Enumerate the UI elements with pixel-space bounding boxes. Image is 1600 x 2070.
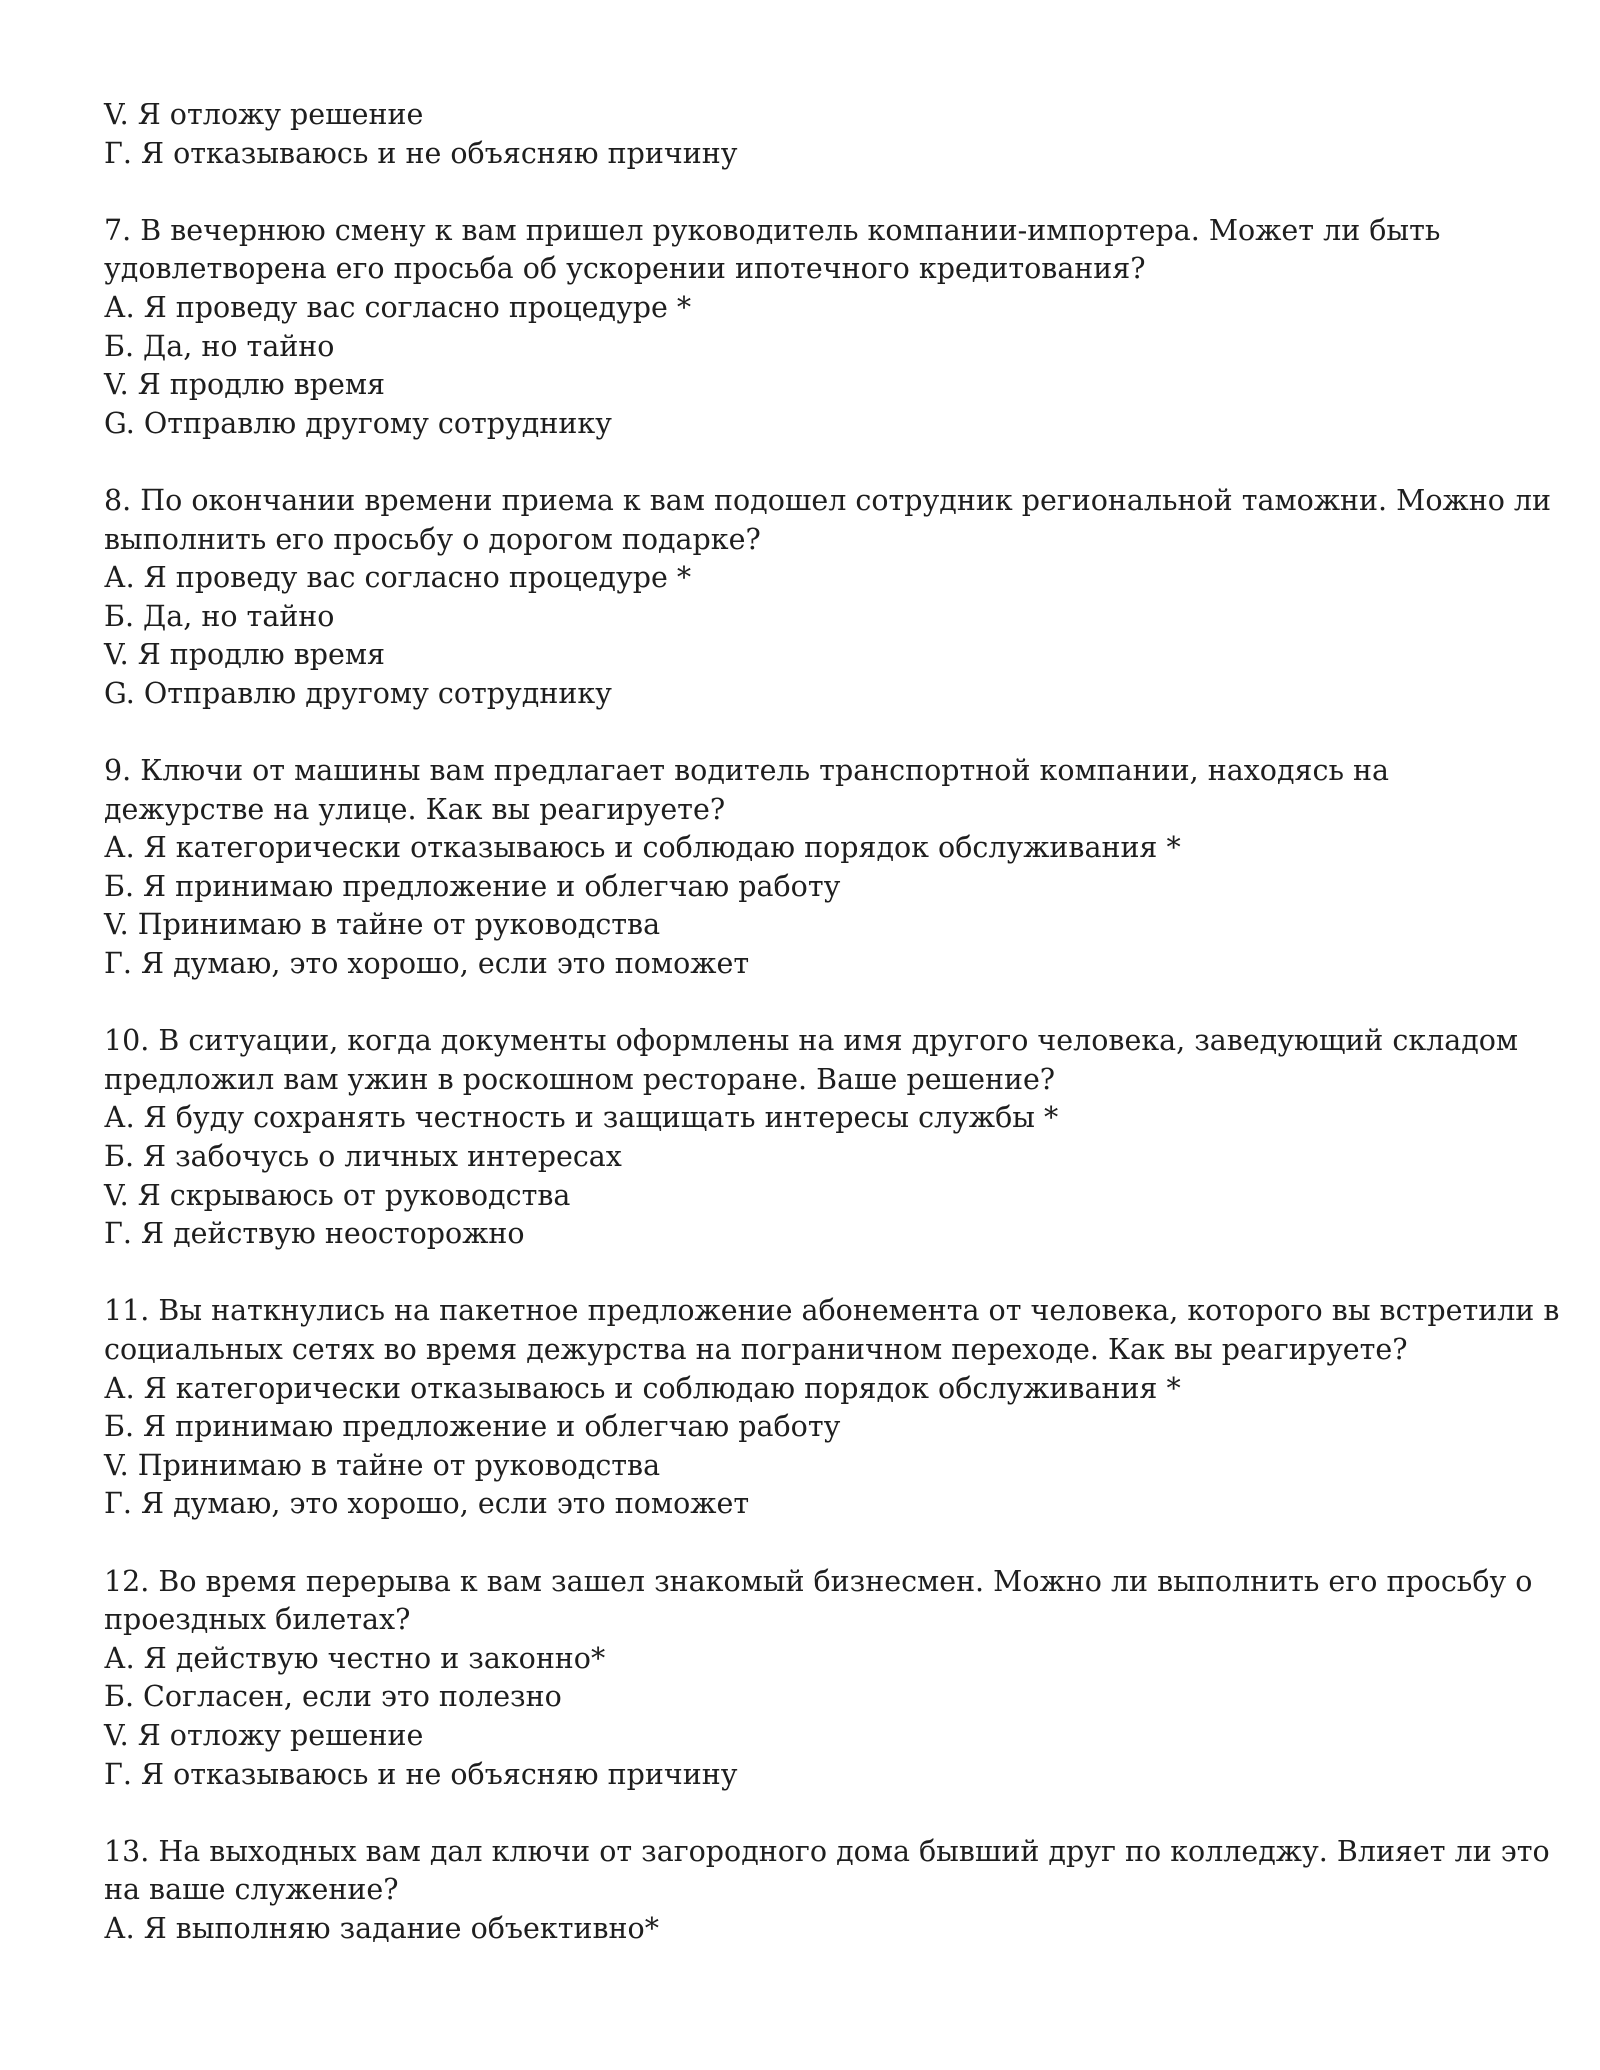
question-10 <box>104 1022 1524 1254</box>
question-text: предложил вам ужин в роскошном ресторане. Ваше решение? <box>104 1062 1056 1096</box>
option-line: А. Я категорически отказываюсь и соблюдаю порядок обслуживания * <box>104 1371 1181 1405</box>
question-9 <box>104 752 1524 984</box>
option-line: V. Я продлю время <box>104 368 386 402</box>
option-line: А. Я проведу вас согласно процедуре * <box>104 561 692 595</box>
option-line: Г. Я отказываюсь и не объясняю причину <box>104 136 738 170</box>
option-line: Б. Я принимаю предложение и облегчаю работу <box>104 869 841 903</box>
option-line: Б. Да, но тайно <box>104 599 335 633</box>
question-11 <box>104 1292 1560 1524</box>
question-7 <box>104 212 1524 444</box>
option-line: V. Я продлю время <box>104 638 386 672</box>
option-line: V. Принимаю в тайне от руководства <box>104 1448 661 1482</box>
question-text: 9. Ключи от машины вам предлагает водитель транспортной компании, находясь на <box>104 754 1390 788</box>
question-text: 7. В вечернюю смену к вам пришел руководитель компании-импортера. Может ли быть <box>104 213 1441 247</box>
question-text: социальных сетях во время дежурства на пограничном переходе. Как вы реагируете? <box>104 1333 1408 1366</box>
question-12 <box>104 1563 1533 1795</box>
option-line: А. Я категорически отказываюсь и соблюдаю порядок обслуживания * <box>104 831 1181 865</box>
option-line: А. Я буду сохранять честность и защищать интересы службы * <box>104 1101 1059 1135</box>
option-line: Г. Я думаю, это хорошо, если это поможет <box>104 947 750 981</box>
option-line: V. Я отложу решение <box>104 98 424 131</box>
question-text: проездных билетах? <box>104 1603 411 1637</box>
option-line: А. Я выполняю задание объективно* <box>104 1911 659 1945</box>
option-line: G. Отправлю другому сотруднику <box>104 406 612 440</box>
intro-options <box>104 96 1524 173</box>
question-text: на ваше служение? <box>104 1873 399 1907</box>
option-line: А. Я проведу вас согласно процедуре * <box>104 290 692 324</box>
option-line: Г. Я думаю, это хорошо, если это поможет <box>104 1487 750 1521</box>
document-page <box>104 96 1560 1987</box>
option-line: V. Я отложу решение <box>104 1718 424 1752</box>
question-text: 13. На выходных вам дал ключи от загородного дома бывший друг по колледжу. Влияет ли это <box>104 1834 1550 1868</box>
question-text: удовлетворена его просьба об ускорении ипотечного кредитования? <box>104 252 1146 286</box>
question-text: выполнить его просьбу о дорогом подарке? <box>104 522 761 556</box>
option-line: G. Отправлю другому сотруднику <box>104 676 612 710</box>
option-line: Б. Я забочусь о личных интересах <box>104 1140 622 1174</box>
option-line: V. Я скрываюсь от руководства <box>104 1178 571 1212</box>
option-line: Г. Я отказываюсь и не объясняю причину <box>104 1757 738 1791</box>
option-line: Б. Согласен, если это полезно <box>104 1680 562 1714</box>
option-line: А. Я действую честно и законно* <box>104 1641 606 1675</box>
question-text: дежурстве на улице. Как вы реагируете? <box>104 792 726 826</box>
option-line: Б. Да, но тайно <box>104 329 335 363</box>
question-text: 11. Вы наткнулись на пакетное предложение абонемента от человека, которого вы встретили в <box>104 1294 1560 1328</box>
option-line: V. Принимаю в тайне от руководства <box>104 908 661 942</box>
question-text: 8. По окончании времени приема к вам подошел сотрудник региональной таможни. Можно ли <box>104 483 1552 517</box>
option-line: Б. Я принимаю предложение и облегчаю работу <box>104 1410 841 1444</box>
question-text: 10. В ситуации, когда документы оформлены на имя другого человека, заведующий складом <box>104 1024 1519 1058</box>
question-text: 12. Во время перерыва к вам зашел знакомый бизнесмен. Можно ли выполнить его просьбу о <box>104 1564 1533 1598</box>
question-8 <box>104 482 1552 714</box>
question-13 <box>104 1833 1550 1949</box>
option-line: Г. Я действую неосторожно <box>104 1217 525 1251</box>
